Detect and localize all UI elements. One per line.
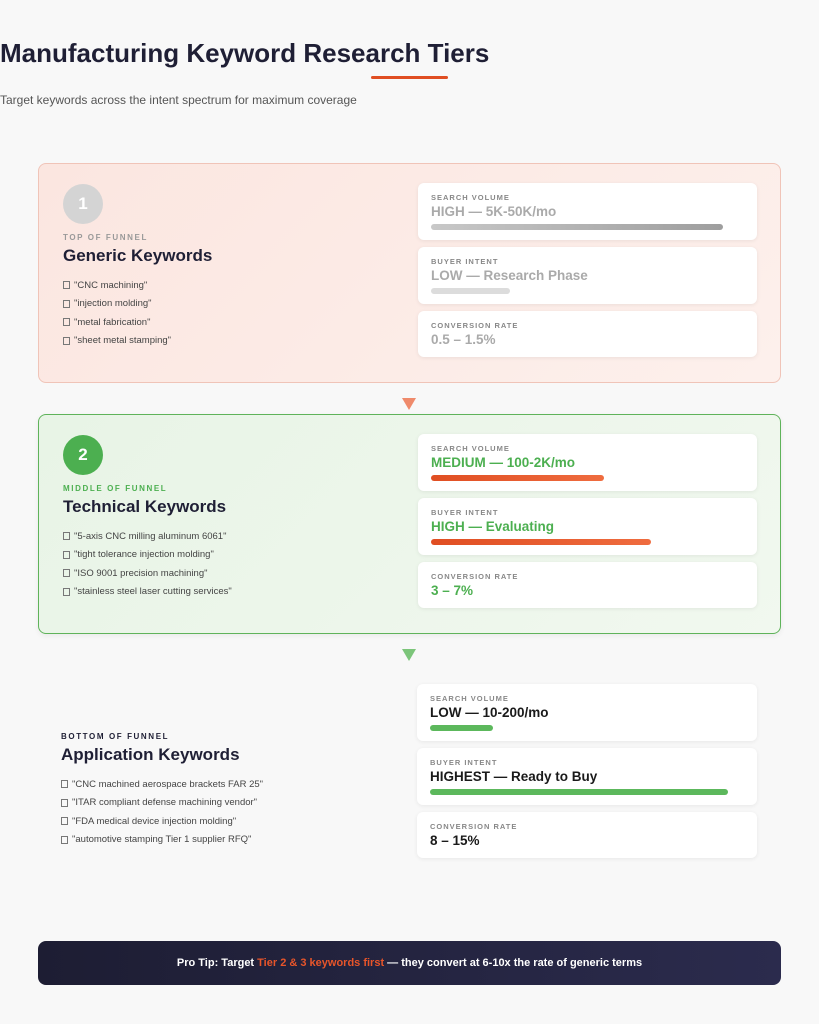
metric-value: LOW — 10-200/mo <box>430 705 549 720</box>
metric-label: BUYER INTENT <box>430 758 498 767</box>
checkbox-icon <box>63 318 70 326</box>
conversion-rate-metric <box>417 812 757 858</box>
metric-label: BUYER INTENT <box>431 508 499 517</box>
buyer-intent-metric <box>418 498 757 555</box>
tip-suffix: — they convert at 6-10x the rate of generic terms <box>384 957 643 969</box>
funnel-stage-label: MIDDLE OF FUNNEL <box>63 484 168 493</box>
checkbox-icon <box>63 532 70 540</box>
checkbox-icon <box>63 337 70 345</box>
keyword-list <box>63 527 232 601</box>
keyword-text: "ISO 9001 precision machining" <box>74 567 208 579</box>
search-volume-metric <box>417 684 757 741</box>
tier-number-badge: 1 <box>63 184 103 224</box>
down-arrow-icon <box>402 398 416 410</box>
title-underline <box>371 76 448 79</box>
tier-3-card <box>38 665 781 885</box>
keyword-text: "CNC machined aerospace brackets FAR 25" <box>72 778 264 790</box>
keyword-text: "injection molding" <box>74 298 152 310</box>
level-bar <box>431 224 723 230</box>
keyword-text: "ITAR compliant defense machining vendor" <box>72 797 258 809</box>
level-bar <box>430 789 728 795</box>
checkbox-icon <box>63 551 70 559</box>
metric-value: HIGHEST — Ready to Buy <box>430 769 598 784</box>
keyword-item <box>63 546 232 565</box>
tier-1-card <box>38 163 781 383</box>
level-bar <box>431 475 604 481</box>
tier-name: Application Keywords <box>61 745 240 764</box>
keyword-item <box>61 794 263 813</box>
keyword-text: "5-axis CNC milling aluminum 6061" <box>74 530 227 542</box>
keyword-text: "FDA medical device injection molding" <box>72 815 237 827</box>
checkbox-icon <box>63 281 70 289</box>
checkbox-icon <box>61 836 68 844</box>
checkbox-icon <box>63 569 70 577</box>
metric-label: SEARCH VOLUME <box>430 694 509 703</box>
keyword-item <box>63 295 171 314</box>
keyword-item <box>63 332 171 351</box>
tip-highlight: Tier 2 & 3 keywords first <box>257 957 385 969</box>
metric-value: 8 – 15% <box>430 833 480 848</box>
metric-value: 3 – 7% <box>431 583 474 598</box>
keyword-list <box>61 775 263 849</box>
search-volume-metric <box>418 434 757 491</box>
keyword-item <box>61 775 263 794</box>
funnel-stage-label: TOP OF FUNNEL <box>63 233 148 242</box>
keyword-list <box>63 276 171 350</box>
down-arrow-icon <box>402 649 416 661</box>
keyword-text: "automotive stamping Tier 1 supplier RFQ" <box>72 834 252 846</box>
keyword-text: "tight tolerance injection molding" <box>74 549 214 561</box>
metric-label: BUYER INTENT <box>431 257 499 266</box>
pro-tip-banner <box>38 941 781 985</box>
keyword-item <box>63 276 171 295</box>
metric-value: HIGH — 5K-50K/mo <box>431 204 557 219</box>
keyword-text: "stainless steel laser cutting services" <box>74 586 232 598</box>
checkbox-icon <box>61 817 68 825</box>
conversion-rate-metric <box>418 311 757 357</box>
metric-label: SEARCH VOLUME <box>431 444 510 453</box>
keyword-text: "sheet metal stamping" <box>74 335 172 347</box>
metric-label: CONVERSION RATE <box>430 822 518 831</box>
metric-value: LOW — Research Phase <box>431 268 588 283</box>
search-volume-metric <box>418 183 757 240</box>
conversion-rate-metric <box>418 562 757 608</box>
level-bar <box>431 539 651 545</box>
tip-prefix: Pro Tip: Target <box>176 957 258 969</box>
metric-value: 0.5 – 1.5% <box>431 332 496 347</box>
buyer-intent-metric <box>417 748 757 805</box>
metric-label: CONVERSION RATE <box>431 321 519 330</box>
tier-name: Generic Keywords <box>63 246 213 265</box>
keyword-item <box>61 831 263 850</box>
tier-number-badge: 2 <box>63 435 103 475</box>
buyer-intent-metric <box>418 247 757 304</box>
checkbox-icon <box>63 300 70 308</box>
level-bar <box>431 288 510 294</box>
checkbox-icon <box>61 780 68 788</box>
checkbox-icon <box>61 799 68 807</box>
level-bar <box>430 725 493 731</box>
metric-label: SEARCH VOLUME <box>431 193 510 202</box>
keyword-item <box>63 313 171 332</box>
metric-label: CONVERSION RATE <box>431 572 519 581</box>
metric-value: MEDIUM — 100-2K/mo <box>431 455 576 470</box>
funnel-stage-label: BOTTOM OF FUNNEL <box>61 732 170 741</box>
keyword-item <box>63 527 232 546</box>
keyword-item <box>63 564 232 583</box>
tier-name: Technical Keywords <box>63 497 227 516</box>
metric-value: HIGH — Evaluating <box>431 519 555 534</box>
page-subtitle: Target keywords across the intent spectrum for maximum coverage <box>0 93 357 107</box>
page-title: Manufacturing Keyword Research Tiers <box>0 38 490 68</box>
keyword-text: "metal fabrication" <box>74 316 151 328</box>
checkbox-icon <box>63 588 70 596</box>
keyword-item <box>63 583 232 602</box>
keyword-text: "CNC machining" <box>74 279 148 291</box>
keyword-item <box>61 812 263 831</box>
tier-2-card <box>38 414 781 634</box>
